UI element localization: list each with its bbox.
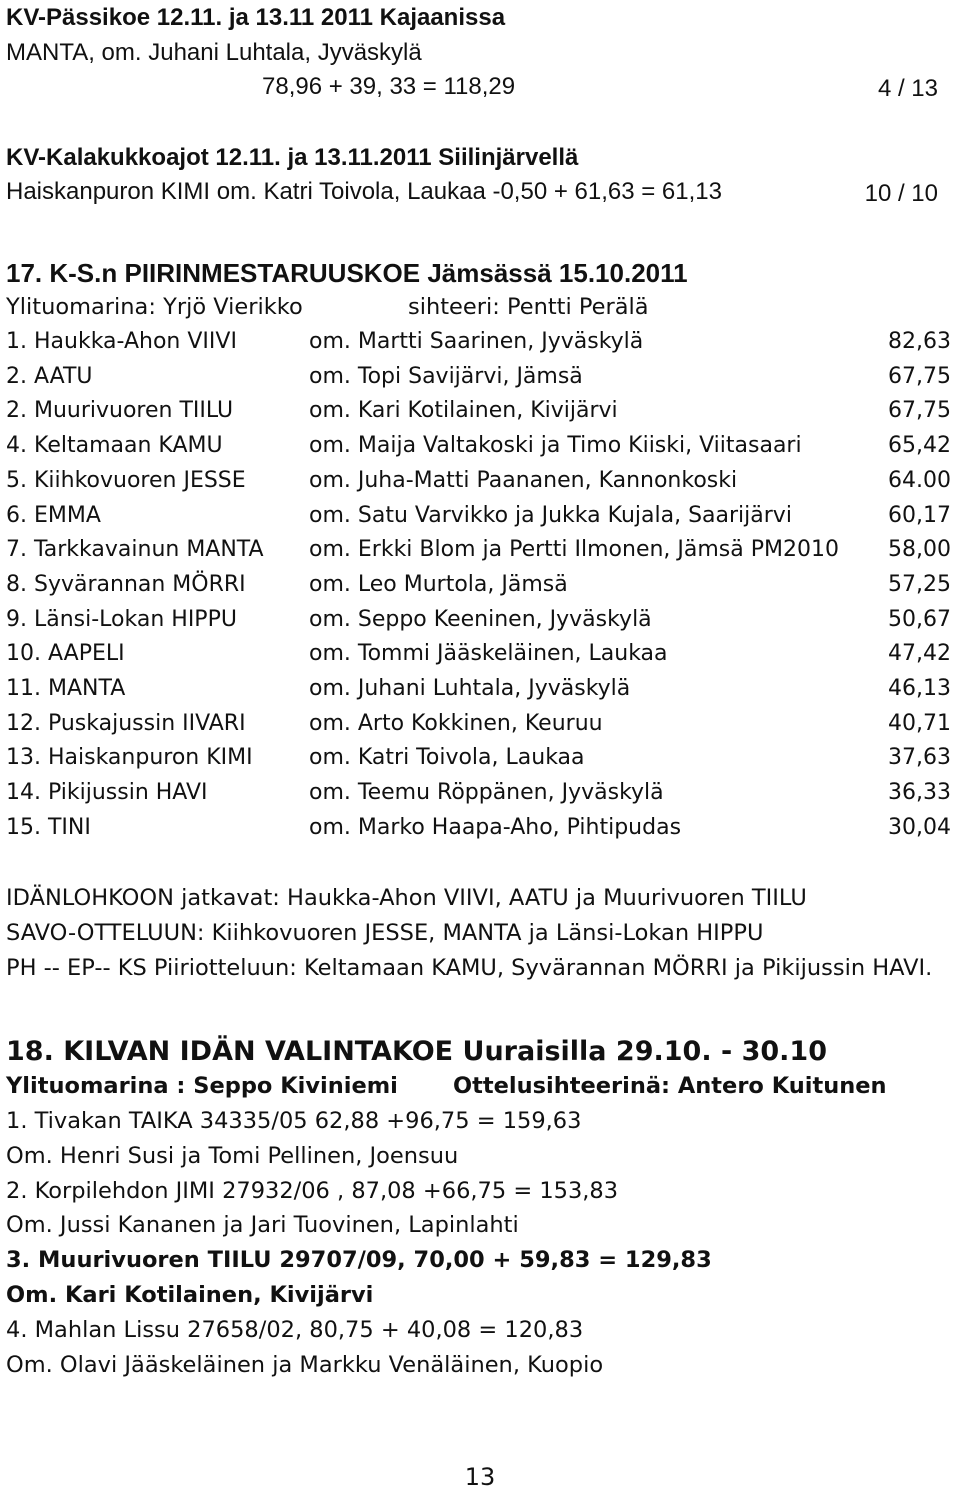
result-dog: 11. MANTA bbox=[6, 676, 126, 701]
result-dog: 10. AAPELI bbox=[6, 641, 125, 667]
result-points: 40,71 bbox=[888, 710, 951, 736]
result-dog: 1. Haukka-Ahon VIIVI bbox=[6, 329, 237, 354]
result-owner: om. Erkki Blom ja Pertti Ilmonen, Jämsä PM2010 bbox=[309, 537, 839, 563]
table-row bbox=[6, 778, 951, 808]
table-row bbox=[6, 709, 951, 739]
page-number: 13 bbox=[464, 1463, 496, 1491]
table-row bbox=[6, 396, 951, 426]
result-points: 82,63 bbox=[888, 329, 951, 354]
note-piiriottelu: PH -- EP-- KS Piiriotteluun: Keltamaan KAMU, Syvärannan MÖRRI ja Pikijussin HAVI. bbox=[6, 955, 933, 981]
event17-judge: Ylituomarina: Yrjö Vierikko bbox=[6, 294, 303, 320]
table-row bbox=[6, 570, 951, 600]
result-points: 58,00 bbox=[888, 537, 951, 563]
result-dog: 8. Syvärannan MÖRRI bbox=[6, 571, 246, 597]
table-row bbox=[6, 466, 951, 496]
result-owner: om. Maija Valtakoski ja Timo Kiiski, Viitasaari bbox=[309, 433, 802, 459]
event18-line: 4. Mahlan Lissu 27658/02, 80,75 + 40,08 = 120,83 bbox=[6, 1316, 584, 1343]
result-owner: om. Topi Savijärvi, Jämsä bbox=[309, 363, 583, 389]
result-owner: om. Tommi Jääskeläinen, Laukaa bbox=[309, 641, 668, 667]
table-row bbox=[6, 362, 951, 392]
event18-line: Om. Olavi Jääskeläinen ja Markku Venäläinen, Kuopio bbox=[6, 1351, 604, 1378]
table-row bbox=[6, 431, 951, 461]
result-owner: om. Seppo Keeninen, Jyväskylä bbox=[309, 606, 652, 632]
event17-secretary: sihteeri: Pentti Perälä bbox=[408, 294, 649, 320]
result-dog: 14. Pikijussin HAVI bbox=[6, 780, 208, 806]
result-owner: om. Juha-Matti Paananen, Kannonkoski bbox=[309, 467, 738, 493]
table-row bbox=[6, 639, 951, 669]
result-points: 60,17 bbox=[888, 502, 951, 528]
event17-title: 17. K-S.n PIIRINMESTARUUSKOE Jämsässä 15.10.2011 bbox=[6, 258, 688, 288]
result-owner: om. Marko Haapa-Aho, Pihtipudas bbox=[309, 814, 682, 840]
event18-line: Om. Kari Kotilainen, Kivijärvi bbox=[6, 1282, 374, 1308]
table-row bbox=[6, 501, 951, 531]
table-row bbox=[6, 605, 951, 635]
kv2-dog: Haiskanpuron KIMI om. Katri Toivola, Laukaa -0,50 + 61,63 = 61,13 bbox=[6, 178, 722, 205]
kv1-dog: MANTA, om. Juhani Luhtala, Jyväskylä bbox=[6, 39, 422, 66]
result-owner: om. Teemu Röppänen, Jyväskylä bbox=[309, 780, 664, 806]
event18-secretary: Ottelusihteerinä: Antero Kuitunen bbox=[453, 1073, 887, 1099]
result-dog: 9. Länsi-Lokan HIPPU bbox=[6, 606, 237, 632]
result-points: 57,25 bbox=[888, 571, 951, 597]
kv1-title: KV-Pässikoe 12.11. ja 13.11 2011 Kajaanissa bbox=[6, 4, 506, 31]
result-dog: 7. Tarkkavainun MANTA bbox=[6, 537, 264, 563]
event18-judge: Ylituomarina : Seppo Kiviniemi bbox=[6, 1073, 398, 1099]
table-row bbox=[6, 813, 951, 843]
table-row bbox=[6, 674, 951, 704]
event18-line: Om. Jussi Kananen ja Jari Tuovinen, Lapinlahti bbox=[6, 1212, 519, 1239]
result-dog: 15. TINI bbox=[6, 814, 91, 840]
result-dog: 13. Haiskanpuron KIMI bbox=[6, 745, 253, 771]
result-points: 36,33 bbox=[888, 780, 951, 806]
table-row bbox=[6, 743, 951, 773]
result-dog: 2. Muurivuoren TIILU bbox=[6, 398, 234, 424]
result-dog: 6. EMMA bbox=[6, 502, 101, 528]
result-owner: om. Juhani Luhtala, Jyväskylä bbox=[309, 676, 631, 701]
kv1-rank: 4 / 13 bbox=[877, 75, 938, 102]
event18-line: 3. Muurivuoren TIILU 29707/09, 70,00 + 59,83 = 129,83 bbox=[6, 1247, 712, 1274]
result-points: 46,13 bbox=[888, 676, 951, 701]
result-points: 67,75 bbox=[888, 398, 951, 424]
result-points: 37,63 bbox=[888, 745, 951, 771]
table-row bbox=[6, 327, 951, 357]
result-points: 50,67 bbox=[888, 606, 951, 632]
note-idanlohko: IDÄNLOHKOON jatkavat: Haukka-Ahon VIIVI, AATU ja Muurivuoren TIILU bbox=[6, 885, 807, 911]
event18-line: 1. Tivakan TAIKA 34335/05 62,88 +96,75 = 159,63 bbox=[6, 1108, 582, 1134]
result-dog: 4. Keltamaan KAMU bbox=[6, 433, 223, 459]
kv2-title: KV-Kalakukkoajot 12.11. ja 13.11.2011 Siilinjärvellä bbox=[6, 144, 579, 171]
result-points: 65,42 bbox=[888, 433, 951, 459]
result-owner: om. Satu Varvikko ja Jukka Kujala, Saarijärvi bbox=[309, 502, 792, 528]
kv1-score: 78,96 + 39, 33 = 118,29 bbox=[262, 73, 516, 100]
result-points: 67,75 bbox=[888, 363, 951, 389]
table-row bbox=[6, 535, 951, 565]
result-owner: om. Martti Saarinen, Jyväskylä bbox=[309, 329, 644, 354]
result-dog: 2. AATU bbox=[6, 363, 93, 389]
result-points: 47,42 bbox=[888, 641, 951, 667]
event18-line: 2. Korpilehdon JIMI 27932/06 , 87,08 +66,75 = 153,83 bbox=[6, 1177, 619, 1204]
result-points: 64.00 bbox=[888, 467, 951, 493]
result-owner: om. Katri Toivola, Laukaa bbox=[309, 745, 585, 771]
result-dog: 12. Puskajussin IIVARI bbox=[6, 710, 246, 736]
result-owner: om. Arto Kokkinen, Keuruu bbox=[309, 710, 603, 736]
result-owner: om. Leo Murtola, Jämsä bbox=[309, 571, 568, 597]
result-points: 30,04 bbox=[888, 814, 951, 840]
event18-title: 18. KILVAN IDÄN VALINTAKOE Uuraisilla 29.10. - 30.10 bbox=[6, 1036, 827, 1067]
note-savo-ottelu: SAVO-OTTELUUN: Kiihkovuoren JESSE, MANTA ja Länsi-Lokan HIPPU bbox=[6, 920, 764, 946]
event18-line: Om. Henri Susi ja Tomi Pellinen, Joensuu bbox=[6, 1142, 459, 1169]
result-owner: om. Kari Kotilainen, Kivijärvi bbox=[309, 398, 618, 424]
kv2-rank: 10 / 10 bbox=[864, 180, 938, 207]
result-dog: 5. Kiihkovuoren JESSE bbox=[6, 467, 246, 493]
